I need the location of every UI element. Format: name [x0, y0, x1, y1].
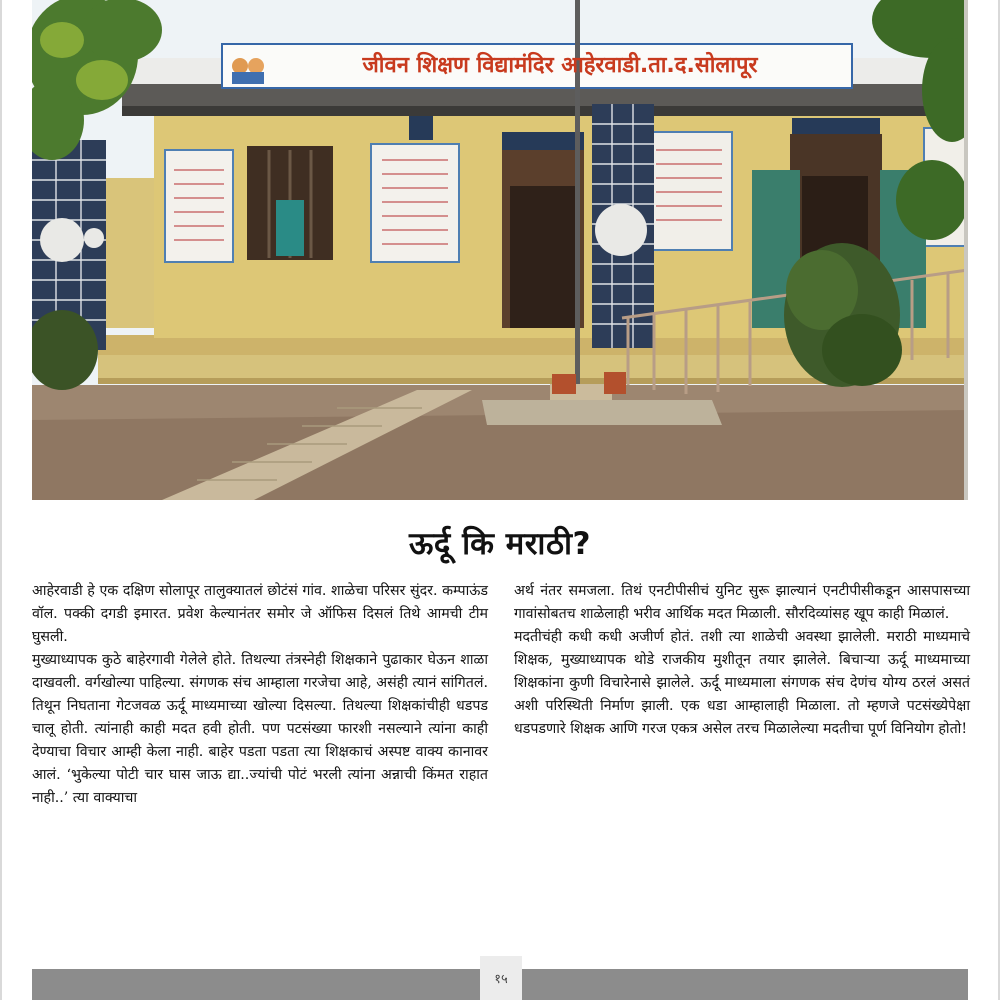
article-title: ऊर्दू कि मराठी?	[409, 526, 591, 562]
page-number: १५	[480, 956, 522, 1000]
page-border-left	[0, 0, 2, 1000]
paragraph: आहेरवाडी हे एक दक्षिण सोलापूर तालुक्यातलं छोटंसं गांव. शाळेचा परिसर सुंदर. कम्पाऊंड वॉल. पक्की दगडी इमारत. प्रवेश केल्यानंतर समोर जे ऑफिस दिसलं तिथे आमची टीम घुसली.	[32, 583, 488, 645]
paragraph: मुख्याध्यापक कुठे बाहेरगावी गेलेले होते. तिथल्या तंत्रस्नेही शिक्षकाने पुढाकार घेऊन शाळा दाखवली. वर्गखोल्या पाहिल्या. संगणक संच आम्हाला गरजेचा आहे, असंही त्यानं सांगितलं. तिथून निघताना गेटजवळ ऊर्दू माध्यमाच्या खोल्या दिसल्या. तिथल्या शिक्षकांचीही धडपड चालू होती. त्यांनाही काही मदत हवी होती. पण पटसंख्या फारशी नसल्याने त्यांना काही देण्याचा विचार आम्ही केला नाही. बाहेर पडता पडता त्या शिक्षकाचं अस्पष्ट वाक्य कानावर आलं. ‘भुकेल्या पोटी चार घास जाऊ द्या..ज्यांची पोटं भरली त्यांना अन्नाची किंमत राहात नाही..’ त्या वाक्याचा	[32, 652, 488, 806]
article-column-right	[514, 580, 970, 741]
paragraph: मदतीचंही कधी कधी अजीर्ण होतं. तशी त्या शाळेची अवस्था झालेली. मराठी माध्यमाचे शिक्षक, मुख्याध्यापक थोडे राजकीय मुशीतून तयार झालेले. बिचाऱ्या ऊर्दू माध्यमाच्या शिक्षकांना कुणी विचारेनासे झालेले. ऊर्दू माध्यमाला संगणक संच देणंच योग्य ठरलं असतं अशी परिस्थिती निर्माण झाली. एक धडा आम्हालाही मिळाला. तो म्हणजे पटसंख्येपेक्षा धडपडणारे शिक्षक आणि गरज एकत्र असेल तरच मिळालेल्या मदतीचा पूर्ण विनियोग होतो!	[514, 629, 970, 737]
school-photo	[32, 0, 968, 500]
school-sign-text: जीवन शिक्षण विद्यामंदिर आहेरवाडी.ता.द.सोलापूर	[362, 53, 758, 78]
paragraph: अर्थ नंतर समजला. तिथं एनटीपीसीचं युनिट सुरू झाल्यानं एनटीपीसीकडून आसपासच्या गावांसोबतच शाळेलाही भरीव आर्थिक मदत मिळाली. सौरदिव्यांसह खूप काही मिळालं.	[514, 583, 970, 622]
article-column-left	[32, 580, 488, 810]
